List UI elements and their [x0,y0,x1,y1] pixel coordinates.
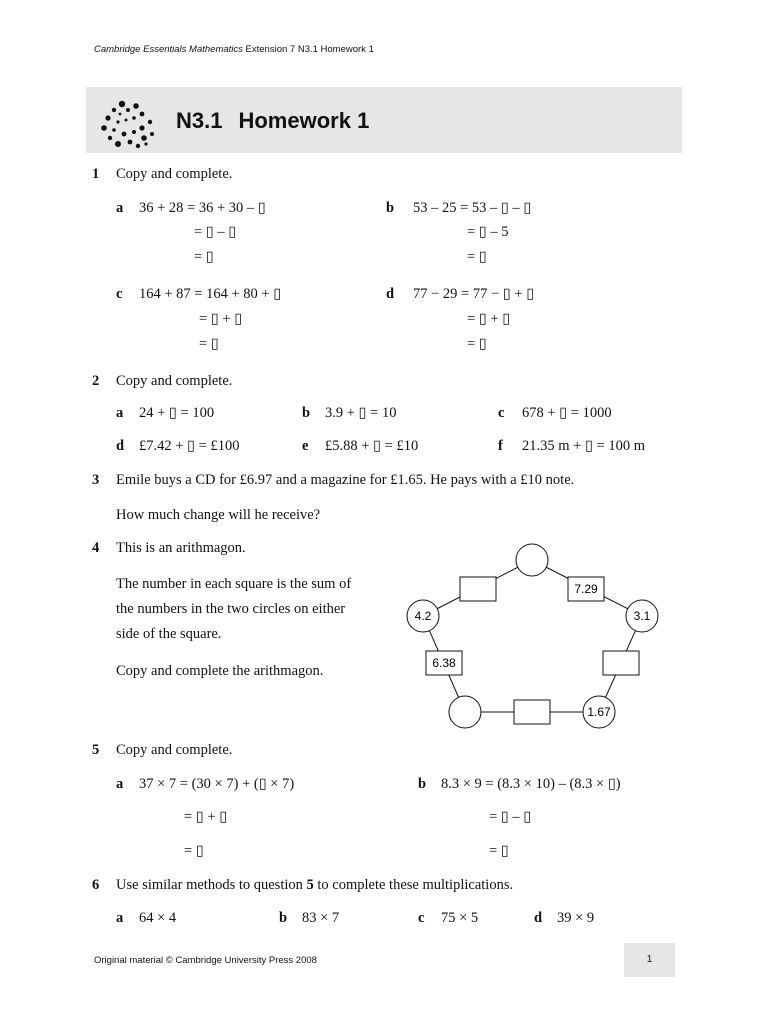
q2d-label: d [116,438,125,454]
q2f-expr: 21.35 m + ▯ = 100 m [522,438,646,454]
q1b-line3: = ▯ [467,249,487,265]
page-title [176,108,369,134]
q1d-line3: = ▯ [467,336,487,352]
q4-para-line1: The number in each square is the sum of [116,576,352,592]
q3-text: Emile buys a CD for £6.97 and a magazine for £1.65. He pays with a £10 note. [116,472,575,488]
q1b-line2: = ▯ – 5 [467,224,509,240]
footer-copyright: Original material © Cambridge University Press 2008 [94,955,317,966]
q5b-label: b [418,776,427,792]
q6-text [116,877,513,894]
dots-logo-icon [98,96,160,154]
q2-number: 2 [92,373,100,389]
square-bottom [514,700,550,724]
q1c-line3: = ▯ [199,336,219,352]
q5-number: 5 [92,742,100,758]
q5a-line1: 37 × 7 = (30 × 7) + (▯ × 7) [139,776,295,792]
q1d-label: d [386,286,395,302]
circle-right-value: 3.1 [633,609,651,623]
q5b-line3: = ▯ [489,843,509,859]
q2a-label: a [116,405,124,421]
q4-para-line3: side of the square. [116,626,222,642]
q1a-line2: = ▯ – ▯ [194,224,237,240]
q5a-label: a [116,776,124,792]
q6a-label: a [116,910,124,926]
q6-number: 6 [92,877,100,893]
page-number: 1 [646,954,653,965]
q2c-expr: 678 + ▯ = 1000 [522,405,612,421]
q4-instruction: Copy and complete the arithmagon. [116,663,324,679]
q1b-label: b [386,200,395,216]
q5b-line2: = ▯ – ▯ [489,809,532,825]
q3-question: How much change will he receive? [116,507,321,523]
section-title: Homework 1 [238,108,370,133]
q4-para-line2: the numbers in the two circles on either [116,601,346,617]
q2b-expr: 3.9 + ▯ = 10 [325,405,397,421]
q6d-expr: 39 × 9 [557,910,595,926]
q3-number: 3 [92,472,100,488]
q6b-expr: 83 × 7 [302,910,340,926]
q6-text-pre: Use similar methods to question [116,877,307,893]
section-code: N3.1 [176,108,223,133]
q1d-line1: 77 − 29 = 77 − ▯ + ▯ [413,286,535,302]
square-right [603,651,639,675]
q5-text: Copy and complete. [116,742,233,758]
square-top-left [460,577,496,601]
q5b-line1: 8.3 × 9 = (8.3 × 10) – (8.3 × ▯) [441,776,621,792]
q6b-label: b [279,910,288,926]
running-header [94,44,374,55]
q1c-line2: = ▯ + ▯ [199,311,243,327]
q1d-line2: = ▯ + ▯ [467,311,511,327]
arithmagon-diagram [405,543,660,730]
circle-top [516,544,548,576]
book-title: Cambridge Essentials Mathematics [94,44,243,55]
q2b-label: b [302,405,311,421]
q1c-label: c [116,286,123,302]
square-top-right-value: 7.29 [574,582,598,596]
q1b-line1: 53 – 25 = 53 – ▯ – ▯ [413,200,532,216]
q4-text: This is an arithmagon. [116,540,246,556]
q1a-line1: 36 + 28 = 36 + 30 – ▯ [139,200,266,216]
q6d-label: d [534,910,543,926]
q2a-expr: 24 + ▯ = 100 [139,405,215,421]
q1c-line1: 164 + 87 = 164 + 80 + ▯ [139,286,282,302]
q2f-label: f [498,438,503,454]
q2-text: Copy and complete. [116,373,233,389]
q6-text-ref: 5 [306,877,314,893]
circle-bottom-right-value: 1.67 [587,705,611,719]
q2d-expr: £7.42 + ▯ = £100 [139,438,240,454]
square-left-value: 6.38 [432,656,456,670]
q5a-line3: = ▯ [184,843,204,859]
q4-number: 4 [92,540,100,556]
q6c-label: c [418,910,425,926]
q1a-label: a [116,200,124,216]
q6a-expr: 64 × 4 [139,910,177,926]
q6-text-post: to complete these multiplications. [313,877,514,893]
q2c-label: c [498,405,505,421]
q2e-label: e [302,438,309,454]
circle-left-value: 4.2 [414,609,432,623]
q5a-line2: = ▯ + ▯ [184,809,228,825]
circle-bottom-left [449,696,481,728]
q1-text: Copy and complete. [116,166,233,182]
q2e-expr: £5.88 + ▯ = £10 [325,438,419,454]
q1a-line3: = ▯ [194,249,214,265]
header-rest: Extension 7 N3.1 Homework 1 [242,44,374,55]
q1-number: 1 [92,166,100,182]
q6c-expr: 75 × 5 [441,910,479,926]
